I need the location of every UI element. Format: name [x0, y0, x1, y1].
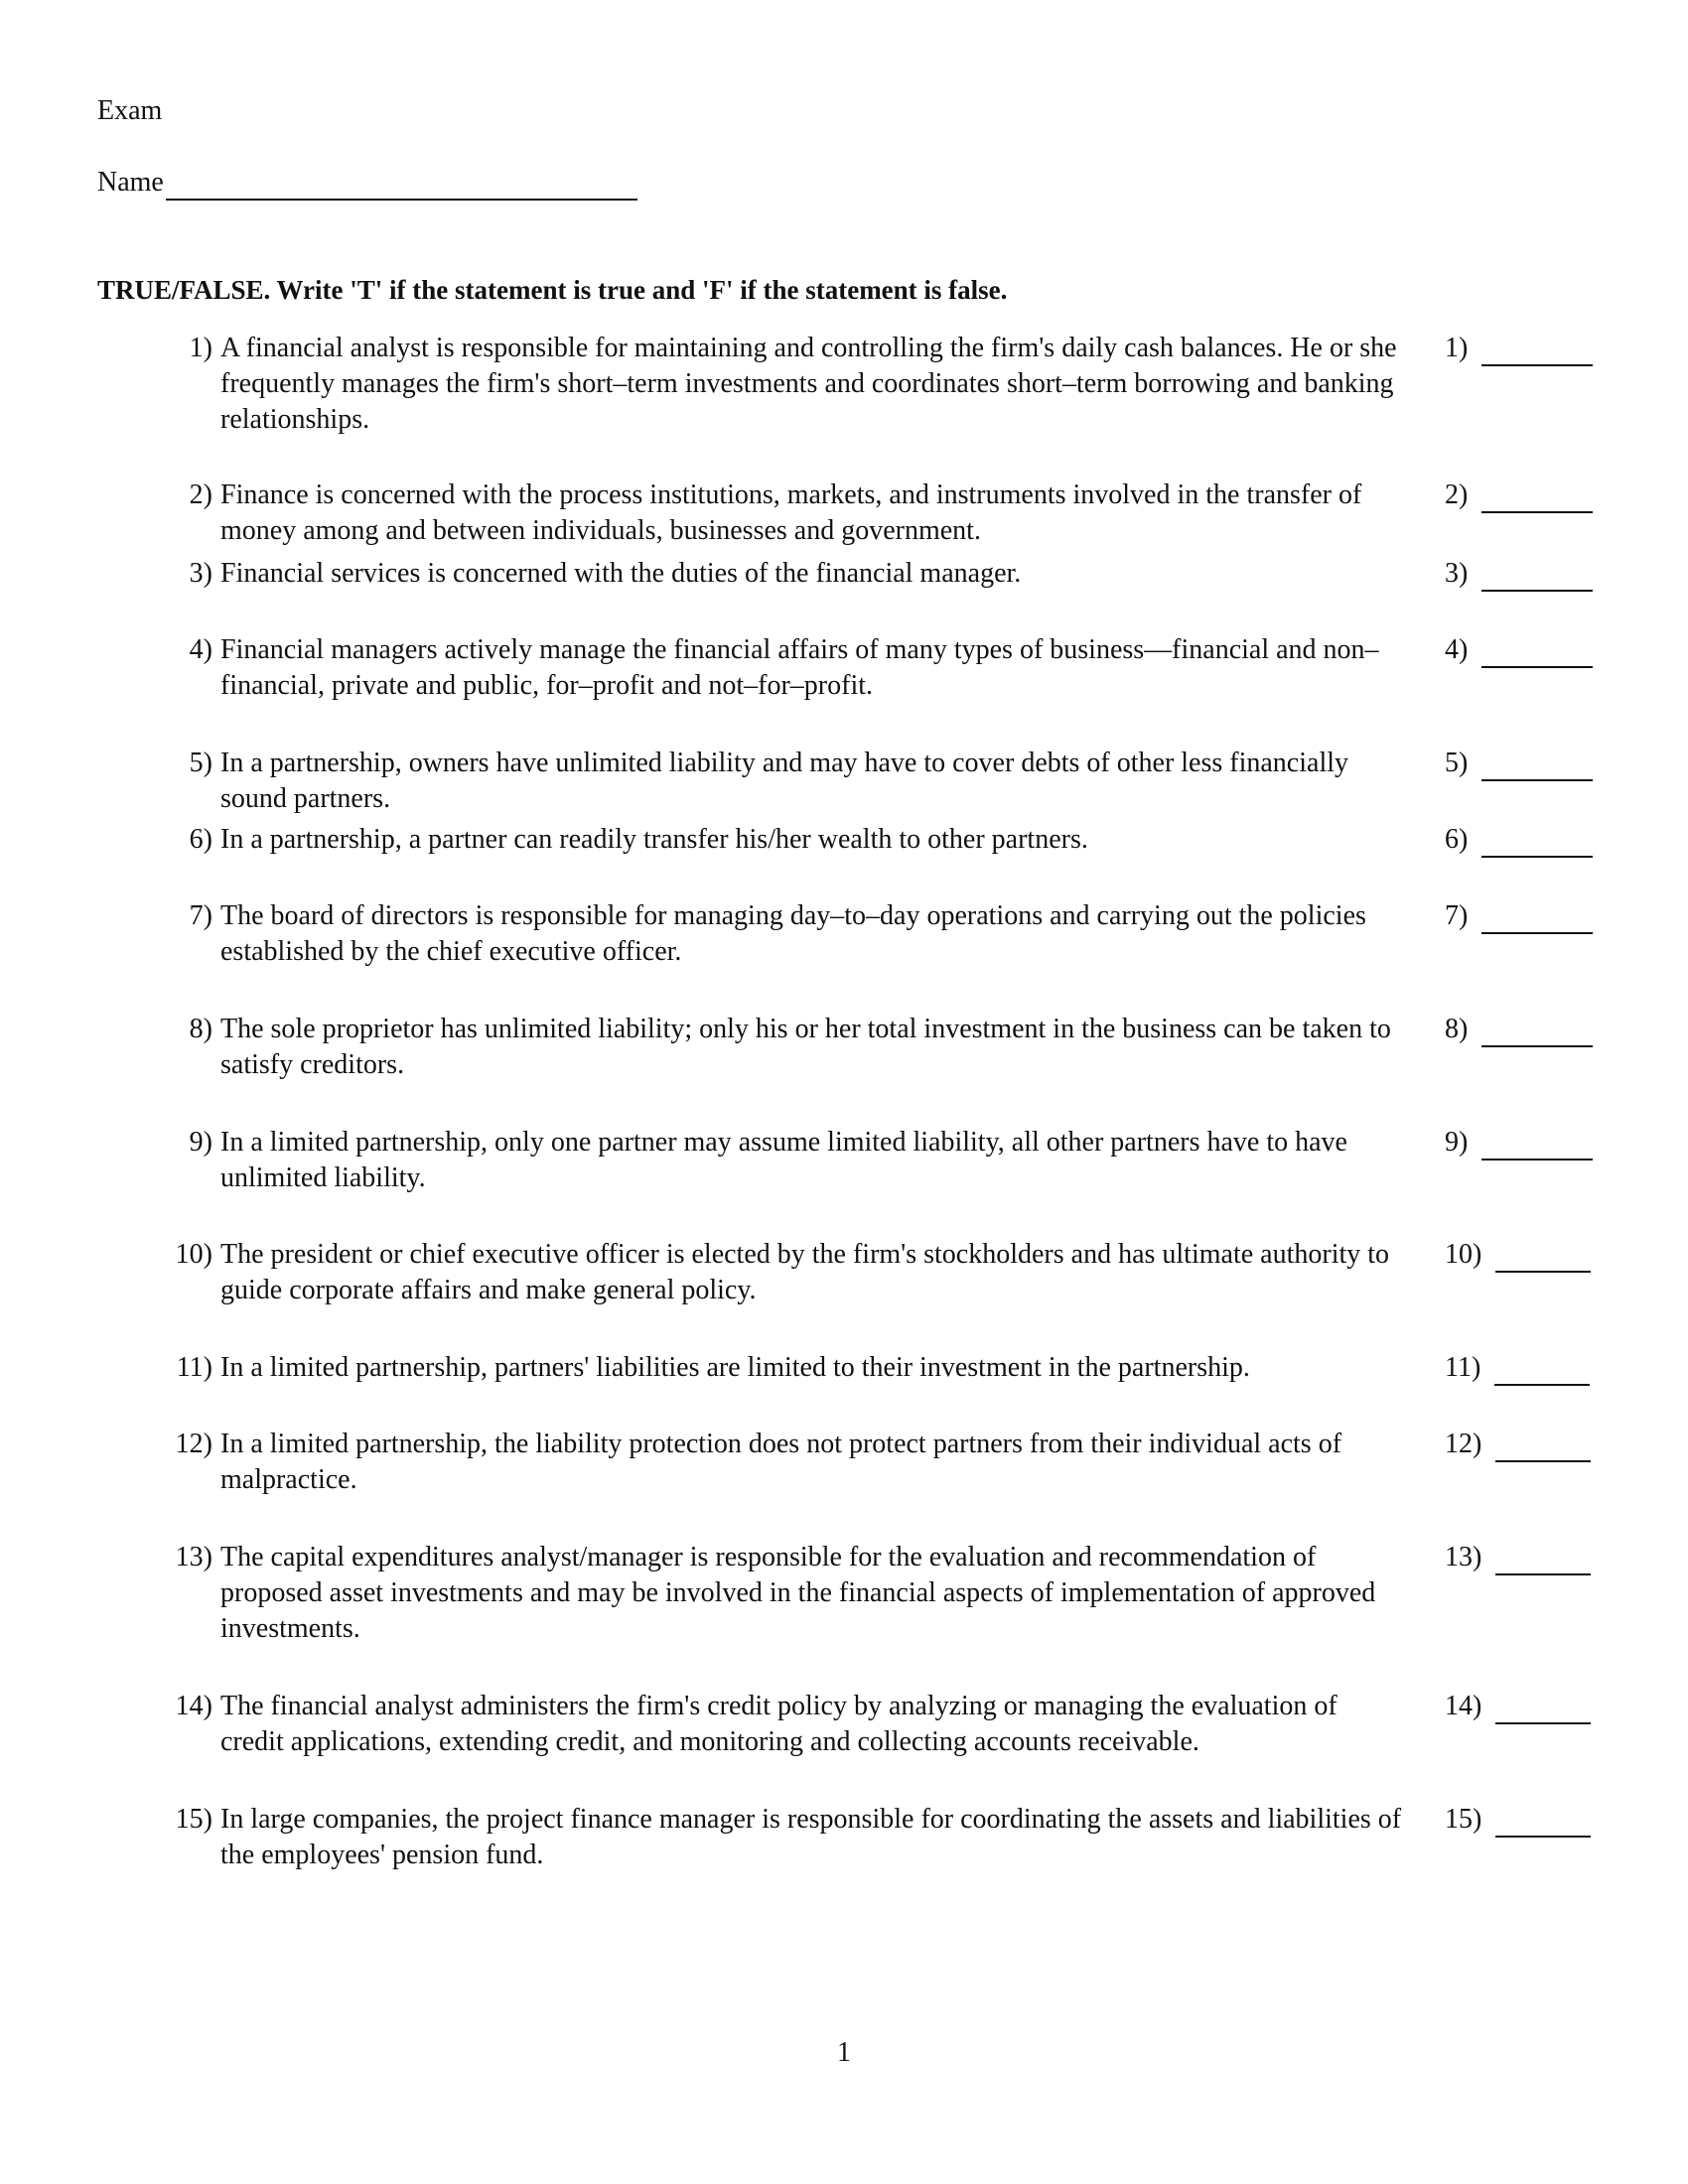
answer-blank[interactable]: [1495, 1812, 1591, 1838]
answer-field: [1445, 1350, 1590, 1386]
answer-field: [1445, 478, 1593, 513]
answer-blank[interactable]: [1481, 566, 1593, 592]
answer-field: [1445, 632, 1593, 668]
question-text: In a partnership, a partner can readily transfer his/her wealth to other partners.: [220, 824, 1088, 855]
answer-number: 3): [1445, 558, 1469, 589]
question-item: [0, 632, 1688, 704]
question-number: 3): [189, 558, 212, 589]
question-number: 4): [189, 634, 212, 665]
answer-number: 2): [1445, 479, 1469, 510]
answer-field: [1445, 1012, 1593, 1047]
question-item: [0, 746, 1688, 817]
answer-field: [1445, 556, 1593, 592]
answer-blank[interactable]: [1481, 642, 1593, 668]
answer-field: [1445, 1125, 1593, 1160]
answer-field: [1445, 1540, 1591, 1575]
question-item: [0, 556, 1688, 592]
answer-field: [1445, 1427, 1591, 1462]
answer-blank[interactable]: [1481, 1135, 1593, 1160]
answer-blank[interactable]: [1481, 487, 1593, 513]
page-number: 1: [837, 2037, 851, 2068]
answer-number: 4): [1445, 634, 1469, 665]
answer-blank[interactable]: [1481, 341, 1593, 366]
answer-blank[interactable]: [1495, 1247, 1591, 1273]
name-label: Name: [97, 167, 164, 198]
question-number: 9): [189, 1127, 212, 1158]
answer-blank[interactable]: [1481, 908, 1593, 934]
question-item: [0, 1540, 1688, 1647]
question-number: 14): [175, 1691, 212, 1721]
question-number: 8): [189, 1014, 212, 1044]
question-text: In a partnership, owners have unlimited liability and may have to cover debts of other less financially sound partners.: [220, 748, 1348, 814]
question-item: [0, 822, 1688, 858]
answer-blank[interactable]: [1481, 832, 1593, 858]
question-text: The financial analyst administers the firm's credit policy by analyzing or managing the evaluation of credit applications, extending credit, and monitoring and collecting accounts receivable.: [220, 1691, 1337, 1757]
name-field: [97, 165, 637, 201]
question-item: [0, 898, 1688, 970]
exam-title: Exam: [97, 95, 163, 126]
question-text: In a limited partnership, partners' liabilities are limited to their investment in the partnership.: [220, 1352, 1250, 1383]
answer-field: [1445, 822, 1593, 858]
section-instructions: TRUE/FALSE. Write 'T' if the statement is true and 'F' if the statement is false.: [97, 275, 1008, 305]
answer-field: [1445, 898, 1593, 934]
question-number: 1): [189, 333, 212, 363]
answer-blank[interactable]: [1495, 1436, 1591, 1462]
answer-blank[interactable]: [1494, 1360, 1590, 1386]
answer-number: 7): [1445, 900, 1469, 931]
question-number: 2): [189, 479, 212, 510]
answer-field: [1445, 1689, 1591, 1724]
answer-number: 1): [1445, 333, 1469, 363]
question-text: In a limited partnership, the liability protection does not protect partners from their individual acts of malpractice.: [220, 1429, 1342, 1495]
answer-field: [1445, 1802, 1591, 1838]
answer-blank[interactable]: [1495, 1699, 1591, 1724]
question-number: 7): [189, 900, 212, 931]
answer-number: 6): [1445, 824, 1469, 855]
answer-number: 10): [1445, 1239, 1482, 1270]
question-text: Finance is concerned with the process institutions, markets, and instruments involved in the transfer of money among and between individuals, businesses and government.: [220, 479, 1362, 546]
question-item: [0, 1125, 1688, 1196]
name-blank[interactable]: [166, 171, 637, 201]
answer-number: 5): [1445, 748, 1469, 778]
question-text: The board of directors is responsible for managing day–to–day operations and carrying out the policies established by the chief executive officer.: [220, 900, 1366, 967]
question-item: [0, 1802, 1688, 1873]
question-item: [0, 1689, 1688, 1760]
answer-blank[interactable]: [1481, 1022, 1593, 1047]
question-item: [0, 478, 1688, 549]
question-text: A financial analyst is responsible for maintaining and controlling the firm's daily cash balances. He or she frequently manages the firm's short–term investments and coordinates short–term borrowing and banking relationships.: [220, 333, 1397, 435]
question-number: 15): [175, 1804, 212, 1835]
question-item: [0, 331, 1688, 438]
answer-field: [1445, 746, 1593, 781]
answer-number: 14): [1445, 1691, 1482, 1721]
answer-field: [1445, 331, 1593, 366]
question-number: 13): [175, 1542, 212, 1572]
question-text: In a limited partnership, only one partner may assume limited liability, all other partners have to have unlimited liability.: [220, 1127, 1347, 1193]
answer-blank[interactable]: [1495, 1550, 1591, 1575]
question-item: [0, 1012, 1688, 1083]
answer-blank[interactable]: [1481, 755, 1593, 781]
answer-field: [1445, 1237, 1591, 1273]
question-number: 12): [175, 1429, 212, 1459]
question-number: 6): [189, 824, 212, 855]
question-text: In large companies, the project finance manager is responsible for coordinating the assets and liabilities of the employees' pension fund.: [220, 1804, 1402, 1870]
question-text: Financial managers actively manage the financial affairs of many types of business––financial and non–financial, private and public, for–profit and not–for–profit.: [220, 634, 1379, 701]
question-number: 5): [189, 748, 212, 778]
answer-number: 12): [1445, 1429, 1482, 1459]
answer-number: 11): [1445, 1352, 1481, 1383]
answer-number: 13): [1445, 1542, 1482, 1572]
answer-number: 15): [1445, 1804, 1482, 1835]
question-item: [0, 1237, 1688, 1308]
question-item: [0, 1350, 1688, 1386]
answer-number: 9): [1445, 1127, 1469, 1158]
question-item: [0, 1427, 1688, 1498]
question-text: The president or chief executive officer is elected by the firm's stockholders and has ultimate authority to guide corporate affairs and make general policy.: [220, 1239, 1390, 1305]
question-number: 10): [175, 1239, 212, 1270]
question-text: The sole proprietor has unlimited liability; only his or her total investment in the business can be taken to satisfy creditors.: [220, 1014, 1391, 1080]
answer-number: 8): [1445, 1014, 1469, 1044]
question-text: The capital expenditures analyst/manager is responsible for the evaluation and recommendation of proposed asset investments and may be involved in the financial aspects of implementation of approved investments.: [220, 1542, 1376, 1644]
question-text: Financial services is concerned with the duties of the financial manager.: [220, 558, 1022, 589]
question-number: 11): [176, 1352, 212, 1383]
